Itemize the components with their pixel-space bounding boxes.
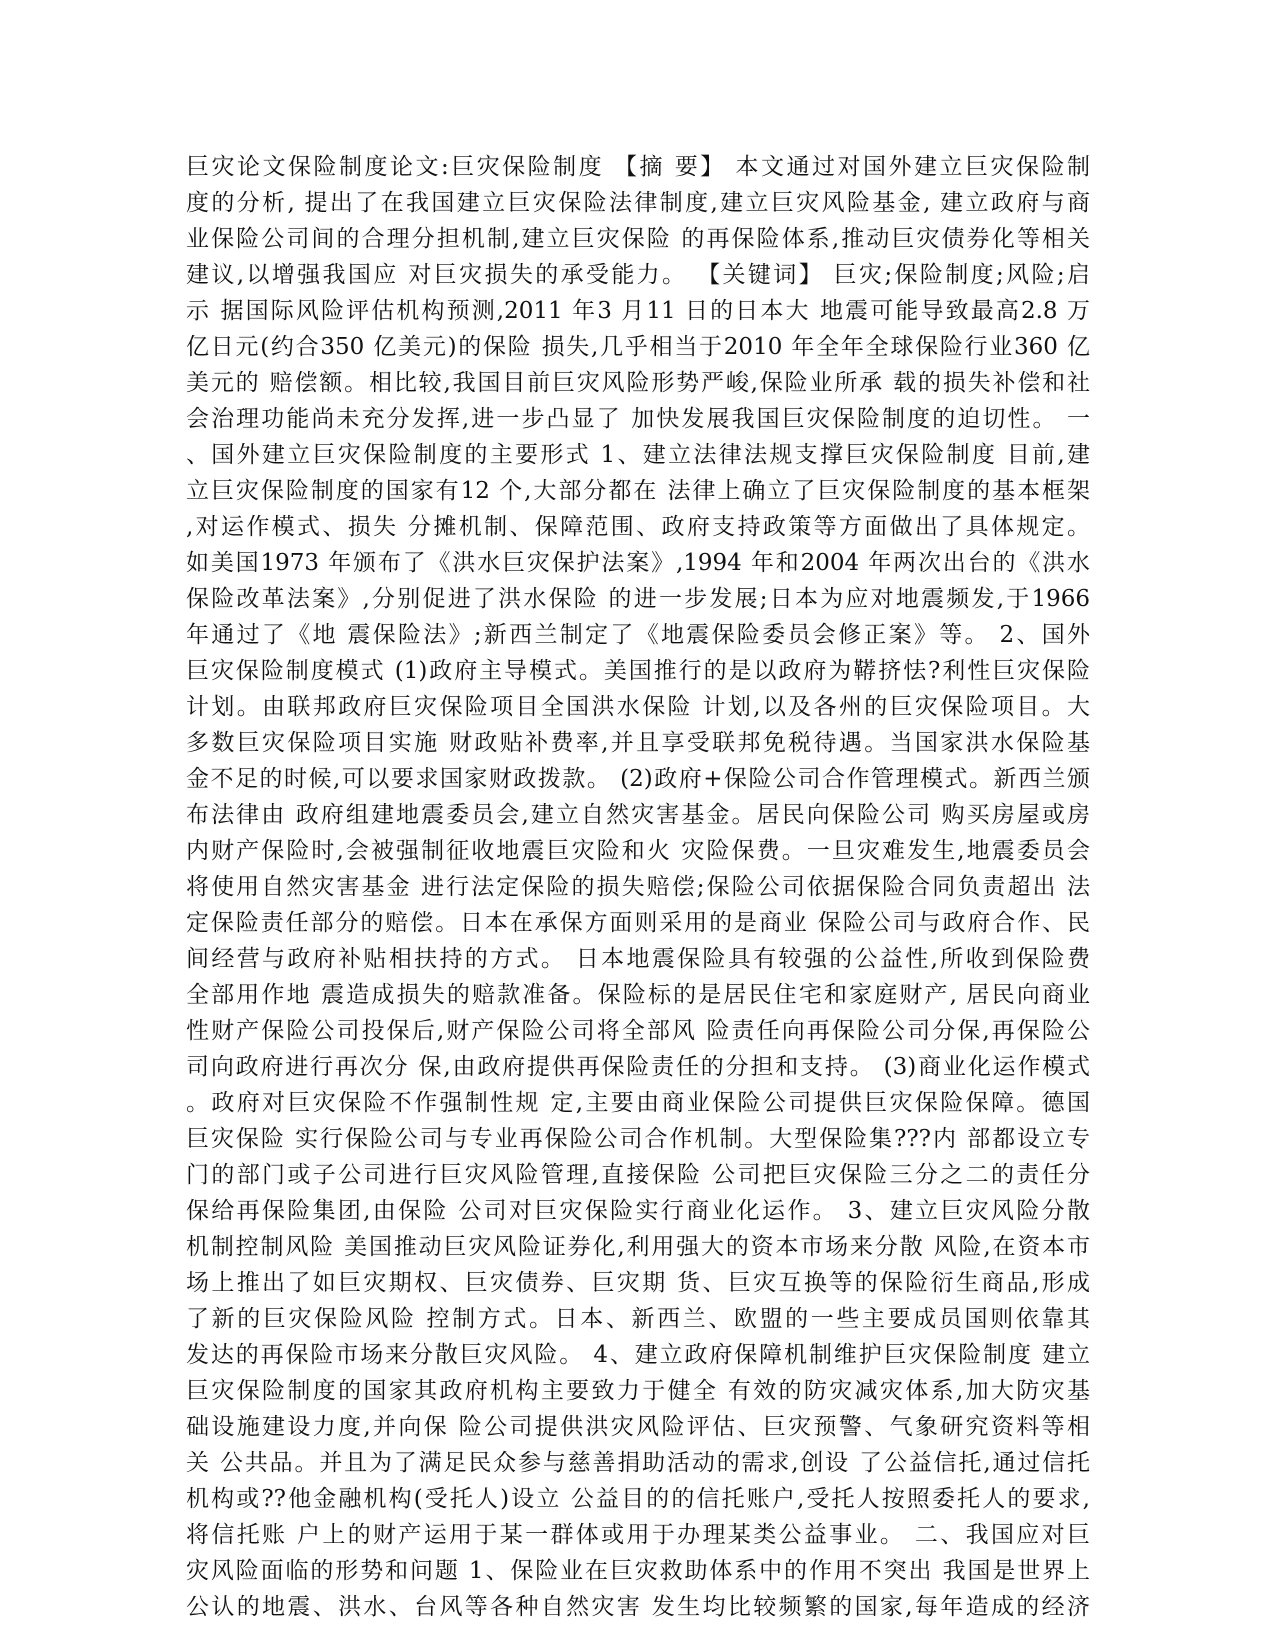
text-line: 将信托账 户上的财产运用于某一群体或用于办理某类公益事业。 二、我国应对巨 bbox=[186, 1522, 1090, 1548]
text-line: 将使用自然灾害基金 进行法定保险的损失赔偿;保险公司依据保险合同负责超出 法 bbox=[186, 874, 1090, 900]
text-line: 立巨灾保险制度的国家有12 个,大部分都在 法律上确立了巨灾保险制度的基本框架 bbox=[186, 478, 1090, 504]
text-line: 度的分析, 提出了在我国建立巨灾保险法律制度,建立巨灾风险基金, 建立政府与商 bbox=[186, 190, 1090, 216]
text-line: 公认的地震、洪水、台风等各种自然灾害 发生均比较频繁的国家,每年造成的经济 bbox=[186, 1594, 1090, 1620]
body-text bbox=[186, 149, 1090, 1625]
text-line: 门的部门或子公司进行巨灾风险管理,直接保险 公司把巨灾保险三分之二的责任分 bbox=[186, 1162, 1090, 1188]
text-line: 全部用作地 震造成损失的赔款准备。保险标的是居民住宅和家庭财产, 居民向商业 bbox=[186, 982, 1090, 1008]
text-line: 场上推出了如巨灾期权、巨灾债券、巨灾期 货、巨灾互换等的保险衍生商品,形成 bbox=[186, 1270, 1090, 1296]
text-line: 机制控制风险 美国推动巨灾风险证券化,利用强大的资本市场来分散 风险,在资本市 bbox=[186, 1234, 1090, 1260]
text-line: 巨灾保险制度模式 (1)政府主导模式。美国推行的是以政府为鞯挤怯?利性巨灾保险 bbox=[186, 658, 1090, 684]
text-line: 关 公共品。并且为了满足民众参与慈善捐助活动的需求,创设 了公益信托,通过信托 bbox=[186, 1450, 1090, 1476]
text-line: 内财产保险时,会被强制征收地震巨灾险和火 灾险保费。一旦灾难发生,地震委员会 bbox=[186, 838, 1090, 864]
text-line: 了新的巨灾保险风险 控制方式。日本、新西兰、欧盟的一些主要成员国则依靠其 bbox=[186, 1306, 1090, 1332]
text-line: 。政府对巨灾保险不作强制性规 定,主要由商业保险公司提供巨灾保险保障。德国 bbox=[186, 1090, 1090, 1116]
text-line: 巨灾论文保险制度论文:巨灾保险制度 【摘 要】 本文通过对国外建立巨灾保险制 bbox=[186, 154, 1090, 180]
text-line: 发达的再保险市场来分散巨灾风险。 4、建立政府保障机制维护巨灾保险制度 建立 bbox=[186, 1342, 1090, 1368]
text-line: 保险改革法案》,分别促进了洪水保险 的进一步发展;日本为应对地震频发,于1966 bbox=[186, 586, 1090, 612]
text-line: 灾风险面临的形势和问题 1、保险业在巨灾救助体系中的作用不突出 我国是世界上 bbox=[186, 1558, 1090, 1584]
text-line: 定保险责任部分的赔偿。日本在承保方面则采用的是商业 保险公司与政府合作、民 bbox=[186, 910, 1090, 936]
text-line: 年通过了《地 震保险法》;新西兰制定了《地震保险委员会修正案》等。 2、国外 bbox=[186, 622, 1090, 648]
text-line: 会治理功能尚未充分发挥,进一步凸显了 加快发展我国巨灾保险制度的迫切性。 一 bbox=[186, 406, 1090, 432]
text-line: 如美国1973 年颁布了《洪水巨灾保护法案》,1994 年和2004 年两次出台的《洪水 bbox=[186, 550, 1090, 576]
text-line: 间经营与政府补贴相扶持的方式。 日本地震保险具有较强的公益性,所收到保险费 bbox=[186, 946, 1090, 972]
text-line: 巨灾保险 实行保险公司与专业再保险公司合作机制。大型保险集???内 部都设立专 bbox=[186, 1126, 1090, 1152]
text-line: 金不足的时候,可以要求国家财政拨款。 (2)政府+保险公司合作管理模式。新西兰颁 bbox=[186, 766, 1090, 792]
text-line: 巨灾保险制度的国家其政府机构主要致力于健全 有效的防灾减灾体系,加大防灾基 bbox=[186, 1378, 1090, 1404]
text-line: 性财产保险公司投保后,财产保险公司将全部风 险责任向再保险公司分保,再保险公 bbox=[186, 1018, 1090, 1044]
text-line: ,对运作模式、损失 分摊机制、保障范围、政府支持政策等方面做出了具体规定。 bbox=[186, 514, 1090, 540]
text-line: 示 据国际风险评估机构预测,2011 年3 月11 日的日本大 地震可能导致最高2.8 万 bbox=[186, 298, 1090, 324]
text-line: 布法律由 政府组建地震委员会,建立自然灾害基金。居民向保险公司 购买房屋或房 bbox=[186, 802, 1090, 828]
text-line: 保给再保险集团,由保险 公司对巨灾保险实行商业化运作。 3、建立巨灾风险分散 bbox=[186, 1198, 1090, 1224]
text-line: 、国外建立巨灾保险制度的主要形式 1、建立法律法规支撑巨灾保险制度 目前,建 bbox=[186, 442, 1090, 468]
text-line: 础设施建设力度,并向保 险公司提供洪灾风险评估、巨灾预警、气象研究资料等相 bbox=[186, 1414, 1090, 1440]
text-line: 计划。由联邦政府巨灾保险项目全国洪水保险 计划,以及各州的巨灾保险项目。大 bbox=[186, 694, 1090, 720]
text-line: 建议,以增强我国应 对巨灾损失的承受能力。 【关键词】 巨灾;保险制度;风险;启 bbox=[186, 262, 1090, 288]
text-line: 美元的 赔偿额。相比较,我国目前巨灾风险形势严峻,保险业所承 载的损失补偿和社 bbox=[186, 370, 1090, 396]
text-line: 机构或??他金融机构(受托人)设立 公益目的的信托账户,受托人按照委托人的要求, bbox=[186, 1486, 1090, 1512]
text-line: 亿日元(约合350 亿美元)的保险 损失,几乎相当于2010 年全年全球保险行业360 亿 bbox=[186, 334, 1090, 360]
text-line: 业保险公司间的合理分担机制,建立巨灾保险 的再保险体系,推动巨灾债券化等相关 bbox=[186, 226, 1090, 252]
text-line: 司向政府进行再次分 保,由政府提供再保险责任的分担和支持。 (3)商业化运作模式 bbox=[186, 1054, 1090, 1080]
text-line: 多数巨灾保险项目实施 财政贴补费率,并且享受联邦免税待遇。当国家洪水保险基 bbox=[186, 730, 1090, 756]
